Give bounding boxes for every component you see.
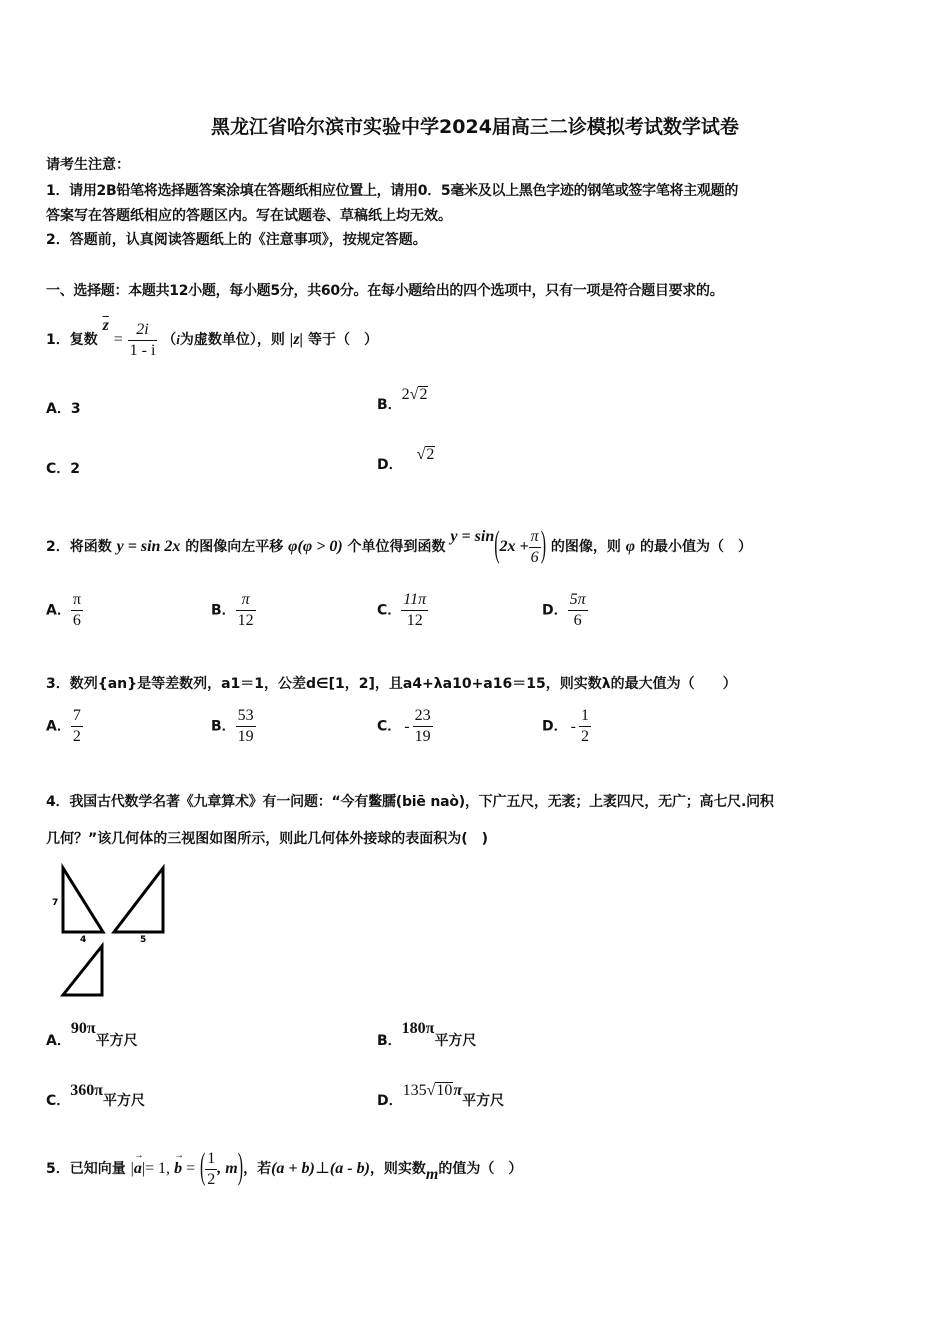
option-numerator: 11π: [401, 590, 428, 611]
q2-function-2-sin: y = sin: [450, 528, 495, 545]
q3-option-a[interactable]: [46, 706, 83, 747]
notice-heading: 请考生注意：: [46, 157, 130, 173]
q1-den: 1 - i: [129, 341, 156, 359]
question-1: [46, 303, 378, 363]
q5-mid: ，若: [243, 1161, 272, 1177]
q1-suffix: 等于（ ）: [307, 332, 378, 348]
q3-option-b[interactable]: [211, 706, 256, 747]
q5-vector-b: → b: [174, 1144, 182, 1194]
question-4-line-1: 4．我国古代数学名著《九章算术》有一问题：“今有鳖臑(biē naò)，下广五尺，无袤；上袤四尺，无广；高七尺.问积: [46, 794, 774, 810]
page-title: 黑龙江省哈尔滨市实验中学2024届高三二诊模拟考试数学试卷: [211, 116, 739, 138]
question-2: 2．将函数 y = sin 2x 的图像向左平移 φ(φ > 0) 个单位得到函数 y = sin(2x + $\frac{\pi}{6}$ ) 的图像，则 φ 的最小值为（ ）: [46, 526, 752, 566]
q5-cond-right: (a - b): [329, 1160, 370, 1177]
option-unit: 平方尺: [103, 1093, 146, 1109]
q5-suffix: 的值为（ ）: [438, 1161, 523, 1177]
option-denominator: 2: [580, 728, 589, 745]
notice-line-1a: 1．请用2B铅笔将选择题答案涂填在答题纸相应位置上，请用0．5毫米及以上黑色字迹的钢笔或签字笔将主观题的: [46, 183, 739, 199]
option-label: B．: [211, 602, 236, 619]
option-denominator: 6: [573, 612, 582, 629]
option-numerator: π: [71, 590, 83, 611]
option-label: A．: [46, 1033, 71, 1049]
option-radicand: 2: [426, 446, 435, 463]
q1-prefix: 1．复数: [46, 332, 98, 348]
option-label: B．: [377, 1033, 402, 1049]
option-unit: 平方尺: [95, 1033, 138, 1049]
q2-option-d[interactable]: [542, 590, 588, 631]
option-label: B．: [377, 397, 402, 413]
option-label: D．: [542, 718, 568, 735]
fig-label-7: 7: [52, 898, 59, 908]
question-5: 5．已知向量 |→ a|= 1, → b = ( $\frac{1}{2}$ , m)，若(a + b)⊥(a - b)，则实数m的值为（ ）: [46, 1144, 522, 1200]
q5-perp: ⊥: [314, 1160, 330, 1177]
q1-num: 2i: [128, 320, 158, 341]
top-view-triangle: [63, 946, 102, 995]
option-numerator: 5π: [568, 590, 588, 611]
option-label: D．: [377, 1093, 403, 1109]
notice-line-1b: 答案写在答题纸相应的答题区内。写在试题卷、草稿纸上均无效。: [46, 208, 452, 224]
option-label: C．: [377, 602, 402, 619]
q2-function-1: y = sin 2x: [116, 538, 181, 555]
q2-option-b[interactable]: [211, 590, 256, 631]
q3-option-c[interactable]: [377, 706, 433, 747]
option-sign: -: [570, 717, 576, 735]
q2-function-2-arg: 2x +: [499, 538, 529, 555]
option-value: 90π: [70, 1020, 96, 1037]
q1-option-b[interactable]: B．2√2: [377, 386, 428, 413]
q5-half-numerator: 1: [205, 1149, 217, 1170]
option-radicand: 2: [419, 386, 428, 403]
q2-suffix: 的最小值为（ ）: [640, 539, 752, 555]
option-label: C．: [46, 461, 71, 477]
option-label: A．: [46, 602, 71, 619]
q5-mid2: ，则实数: [369, 1161, 426, 1177]
q1-option-a[interactable]: [46, 398, 81, 418]
option-label: D．: [542, 602, 568, 619]
q1-eq: =: [113, 331, 123, 348]
option-unit: 平方尺: [462, 1093, 505, 1109]
option-value: 3: [70, 401, 81, 417]
option-pi: π: [453, 1082, 463, 1099]
option-numerator: 1: [579, 706, 591, 727]
q1-mid2: 为虚数单位），则: [179, 332, 285, 348]
q5-cond-left: (a + b): [271, 1160, 315, 1177]
q1-i-unit: i: [176, 332, 180, 347]
option-coef: 135: [402, 1082, 427, 1099]
q5-half-denominator: 2: [207, 1170, 216, 1188]
option-sign: -: [404, 717, 410, 735]
q2-mid2: 个单位得到函数: [347, 539, 446, 555]
section-heading: 一、选择题：本题共12小题，每小题5分，共60分。在每小题给出的四个选项中，只有一项是符合题目要求的。: [46, 283, 724, 299]
q2-pi: π: [529, 527, 541, 548]
option-label: B．: [211, 718, 236, 735]
fig-label-4: 4: [80, 935, 87, 945]
option-unit: 平方尺: [434, 1033, 477, 1049]
option-label: D．: [377, 457, 403, 473]
side-view-triangle: [114, 868, 163, 932]
three-view-figure: [48, 862, 173, 1002]
q2-mid1: 的图像向左平移: [185, 539, 284, 555]
option-value: 360π: [70, 1082, 104, 1099]
option-denominator: 12: [406, 612, 423, 629]
option-denominator: 2: [72, 728, 81, 745]
q2-six: 6: [530, 548, 539, 566]
option-radicand: 10: [436, 1082, 453, 1099]
option-denominator: 6: [72, 612, 81, 629]
q4-option-d[interactable]: D．135√10π平方尺: [377, 1082, 505, 1109]
q2-option-a[interactable]: [46, 590, 83, 631]
notice-line-2: 2．答题前，认真阅读答题纸上的《注意事项》，按规定答题。: [46, 232, 427, 248]
option-label: A．: [46, 718, 71, 735]
q1-mid1: （: [162, 332, 177, 348]
question-3: 3．数列{an}是等差数列，a1＝1，公差d∈[1，2]，且a4+λa10+a16＝15，则实数λ的最大值为（ ）: [46, 676, 737, 692]
q2-mid3: 的图像，则: [550, 539, 621, 555]
q4-option-c[interactable]: [46, 1082, 145, 1110]
option-label: A．: [46, 401, 71, 417]
option-numerator: 23: [413, 706, 433, 727]
q4-option-b[interactable]: [377, 1020, 476, 1050]
q4-option-a[interactable]: [46, 1020, 138, 1050]
q5-eq2: =: [182, 1160, 196, 1177]
option-coef: 2: [401, 386, 410, 403]
q1-option-c[interactable]: [46, 458, 80, 478]
q2-phi: φ(φ > 0): [288, 538, 343, 555]
q5-prefix: 5．已知向量: [46, 1161, 126, 1177]
option-numerator: 53: [236, 706, 256, 727]
q5-vector-a: → a: [134, 1144, 142, 1194]
option-label: C．: [377, 718, 402, 735]
q2-option-c[interactable]: [377, 590, 428, 631]
option-denominator: 19: [414, 728, 431, 745]
q2-prefix: 2．将函数: [46, 539, 112, 555]
option-numerator: 7: [71, 706, 83, 727]
q1-option-d[interactable]: D．√2: [377, 446, 435, 473]
option-numerator: π: [236, 590, 256, 611]
option-denominator: 12: [237, 612, 254, 629]
q1-absz: |z|: [289, 331, 304, 348]
q5-m-inner: , m: [217, 1160, 238, 1177]
q1-zbar: $\overline{z}$: [102, 317, 109, 334]
option-denominator: 19: [237, 728, 254, 745]
question-4-line-2: 几何？”该几何体的三视图如图所示，则此几何体外接球的表面积为( ): [46, 831, 488, 847]
q1-fraction: [128, 320, 158, 361]
front-view-triangle: [63, 868, 103, 932]
option-label: C．: [46, 1093, 71, 1109]
q3-option-d[interactable]: [542, 706, 591, 747]
q2-phi-2: φ: [625, 538, 636, 555]
option-value: 180π: [401, 1020, 435, 1037]
q5-m: m: [425, 1166, 439, 1183]
option-value: 2: [70, 461, 81, 477]
q5-eq1: = 1,: [145, 1160, 175, 1177]
fig-label-5: 5: [140, 935, 147, 945]
